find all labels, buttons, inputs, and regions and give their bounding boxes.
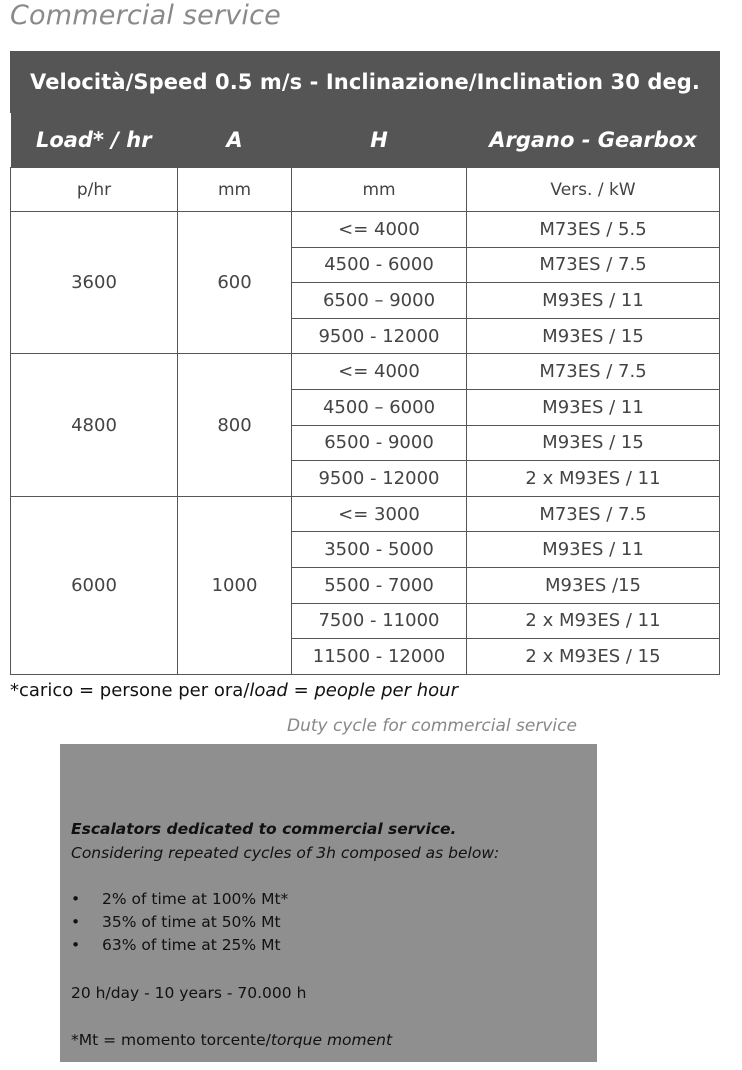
cell-h: 9500 - 12000 [292,461,467,497]
cell-gearbox: M93ES /15 [467,567,720,603]
header-h: H [292,113,467,168]
cell-gearbox: M73ES / 7.5 [467,247,720,283]
mt-note-italic: torque moment [270,1031,393,1049]
duty-caption: Duty cycle for commercial service [287,716,577,736]
unit-load: p/hr [11,168,178,212]
table-title: Velocità/Speed 0.5 m/s - Inclinazione/Inclination 30 deg. [11,52,720,113]
list-item [71,888,288,911]
duty-hours: 20 h/day - 10 years - 70.000 h [71,984,307,1002]
cell-gearbox: 2 x M93ES / 15 [467,639,720,675]
cell-gearbox: 2 x M93ES / 11 [467,461,720,497]
duty-title: Escalators dedicated to commercial service. [71,820,457,838]
header-load: Load* / hr [11,113,178,168]
unit-h: mm [292,168,467,212]
cell-h: 9500 - 12000 [292,318,467,354]
cell-h: 4500 - 6000 [292,247,467,283]
cell-gearbox: M93ES / 11 [467,389,720,425]
mt-footnote [71,1031,392,1049]
bullet-icon: • [71,890,81,908]
cell-h: 11500 - 12000 [292,639,467,675]
page-heading: Commercial service [10,0,281,31]
cell-gearbox: M93ES / 11 [467,532,720,568]
list-item [71,911,288,934]
table-row [11,212,720,248]
cell-h: <= 4000 [292,354,467,390]
cell-h: 6500 – 9000 [292,283,467,319]
header-gearbox: Argano - Gearbox [467,113,720,168]
bullet-icon: • [71,936,81,954]
unit-a: mm [178,168,292,212]
cell-h: 3500 - 5000 [292,532,467,568]
cell-a: 800 [178,354,292,496]
mt-note-plain: *Mt = momento torcente/ [71,1031,271,1049]
duty-item-text: 35% of time at 50% Mt [102,913,281,931]
duty-subtitle: Considering repeated cycles of 3h composed as below: [71,844,500,862]
duty-cycle-box [60,744,597,1062]
bullet-icon: • [71,913,81,931]
cell-a: 600 [178,212,292,354]
spec-table [10,51,720,675]
table-row [11,354,720,390]
cell-gearbox: M73ES / 7.5 [467,354,720,390]
header-a: A [178,113,292,168]
duty-item-text: 63% of time at 25% Mt [102,936,281,954]
list-item [71,934,288,957]
cell-h: <= 4000 [292,212,467,248]
table-row [11,496,720,532]
unit-gearbox: Vers. / kW [467,168,720,212]
cell-gearbox: M73ES / 7.5 [467,496,720,532]
duty-item-text: 2% of time at 100% Mt* [102,890,289,908]
cell-h: 5500 - 7000 [292,567,467,603]
load-footnote [10,680,458,701]
cell-load: 4800 [11,354,178,496]
cell-gearbox: 2 x M93ES / 11 [467,603,720,639]
cell-h: 4500 – 6000 [292,389,467,425]
cell-h: 7500 - 11000 [292,603,467,639]
cell-load: 3600 [11,212,178,354]
cell-gearbox: M93ES / 15 [467,425,720,461]
cell-h: <= 3000 [292,496,467,532]
cell-load: 6000 [11,496,178,674]
cell-a: 1000 [178,496,292,674]
footnote-italic: load = people per hour [249,680,458,701]
cell-gearbox: M73ES / 5.5 [467,212,720,248]
cell-gearbox: M93ES / 11 [467,283,720,319]
duty-list [71,888,288,957]
table-body [11,168,720,675]
cell-gearbox: M93ES / 15 [467,318,720,354]
footnote-plain: *carico = persone per ora/ [10,680,250,701]
cell-h: 6500 - 9000 [292,425,467,461]
